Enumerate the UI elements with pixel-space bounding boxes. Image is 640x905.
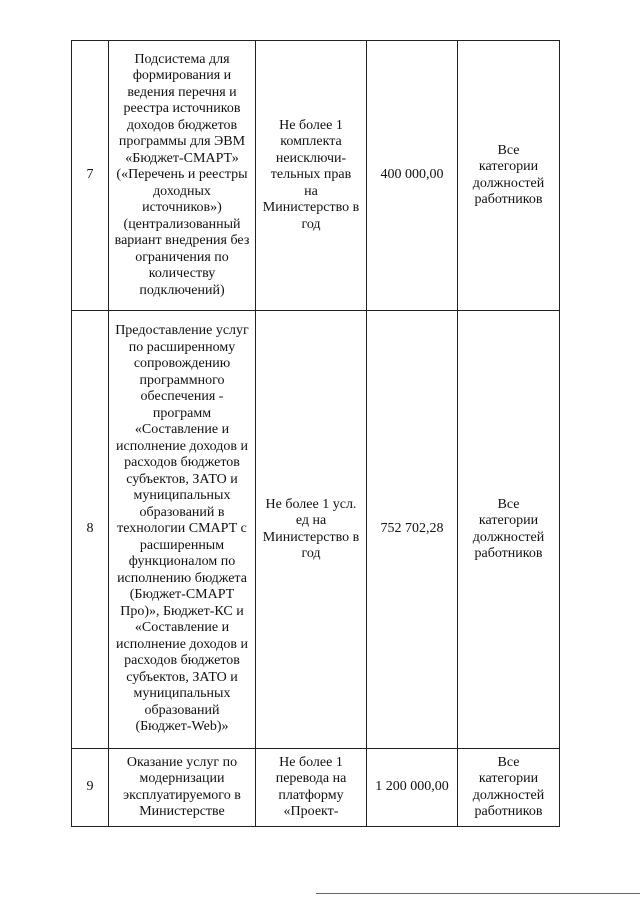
item-quantity: Не более 1 комплекта неисключи- тельных прав на Министерство в год [256,41,367,311]
item-quantity: Не более 1 перевода на платформу «Проект- [256,749,367,827]
requirements-table [71,40,560,827]
footer-divider [316,893,640,894]
item-category: Все категории должностей работников [458,41,560,311]
item-price: 400 000,00 [367,41,458,311]
item-category: Все категории должностей работников [458,311,560,749]
row-number: 7 [72,41,109,311]
item-category: Все категории должностей работников [458,749,560,827]
item-quantity: Не более 1 усл. ед на Министерство в год [256,311,367,749]
item-name: Подсистема для формирования и ведения перечня и реестра источников доходов бюджетов программы для ЭВМ «Бюджет-СМАРТ» («Перечень и реестры доходных источников») (централизованный вариант внедрения без ограничения по количеству подключений) [109,41,256,311]
row-number: 8 [72,311,109,749]
item-price: 752 702,28 [367,311,458,749]
table-row [72,749,560,827]
item-name: Оказание услуг по модернизации эксплуатируемого в Министерстве [109,749,256,827]
item-name: Предоставление услуг по расширенному сопровождению программного обеспечения - программ «Составление и исполнение доходов и расходов бюджетов субъектов, ЗАТО и муниципальных образований в технологии СМАРТ с расширенным функционалом по исполнению бюджета (Бюджет-СМАРТ Про)», Бюджет-КС и «Составление и исполнение доходов и расходов бюджетов субъектов, ЗАТО и муниципальных образований (Бюджет-Web)» [109,311,256,749]
table-row [72,41,560,311]
item-price: 1 200 000,00 [367,749,458,827]
table-row [72,311,560,749]
row-number: 9 [72,749,109,827]
